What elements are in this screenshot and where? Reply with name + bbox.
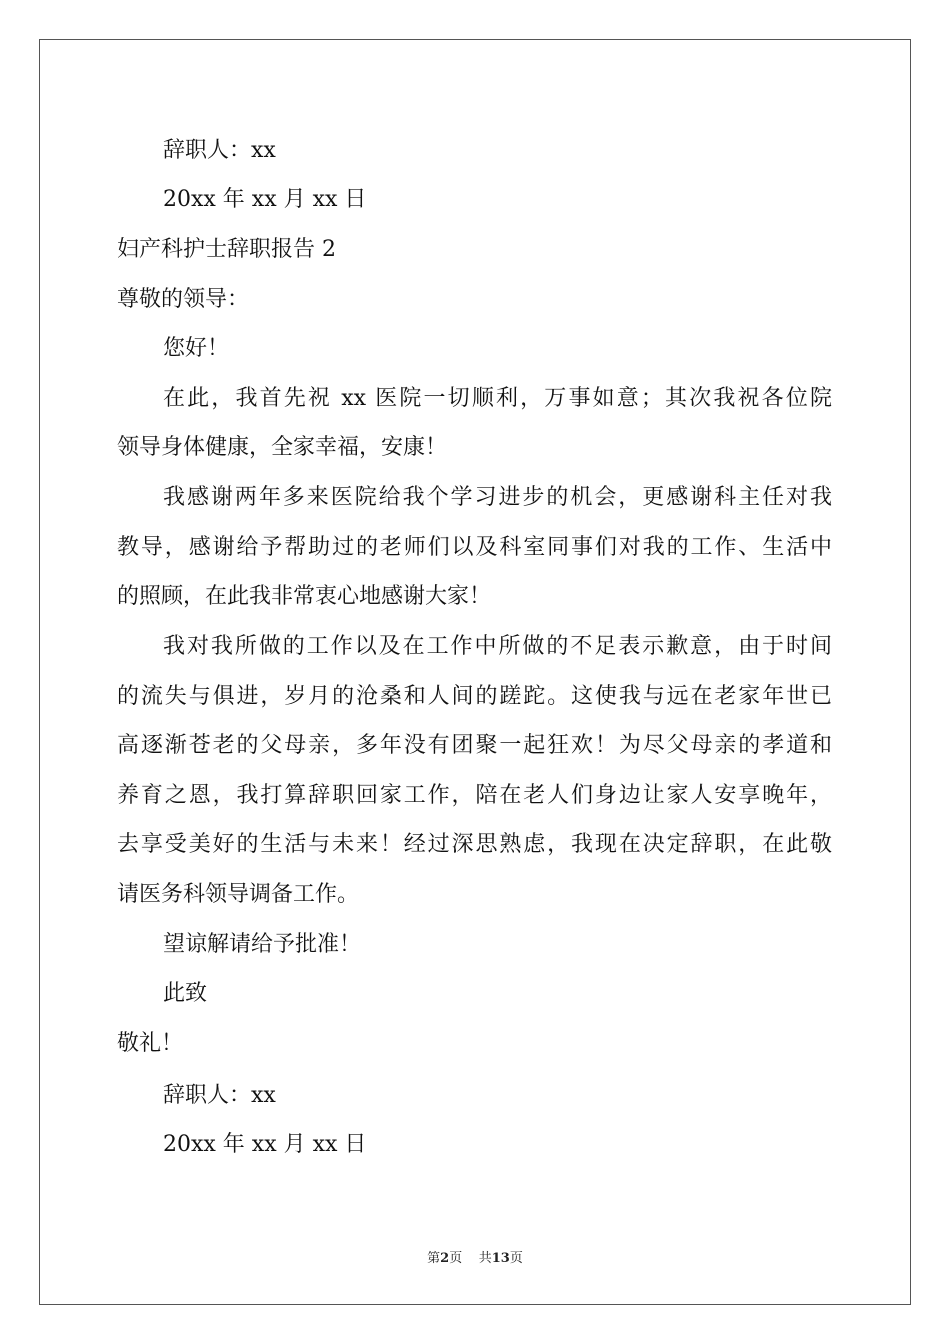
resigner-line: 辞职人：xx xyxy=(163,138,276,163)
paragraph-line: 教导，感谢给予帮助过的老师们以及科室同事们对我的工作、生活中 xyxy=(117,535,832,560)
paragraph-line: 的流失与俱进，岁月的沧桑和人间的蹉跎。这使我与远在老家年世已 xyxy=(117,684,832,709)
paragraph-line: 请医务科领导调备工作。 xyxy=(117,882,360,907)
page-suffix: 页 xyxy=(449,1251,463,1266)
date-line: 20xx 年 xx 月 xx 日 xyxy=(163,187,367,212)
paragraph-line: 去享受美好的生活与未来！经过深思熟虑，我现在决定辞职，在此敬 xyxy=(117,832,832,857)
page-border xyxy=(39,39,911,1305)
page-number: 2 xyxy=(440,1251,450,1266)
closing-line: 敬礼！ xyxy=(117,1031,184,1056)
page-prefix: 第 xyxy=(427,1251,441,1266)
report-title: 妇产科护士辞职报告 2 xyxy=(117,237,336,262)
paragraph-line: 的照顾，在此我非常衷心地感谢大家！ xyxy=(117,584,492,609)
paragraph-line: 我感谢两年多来医院给我个学习进步的机会，更感谢科主任对我 xyxy=(163,485,832,510)
paragraph-line: 在此，我首先祝 xx 医院一切顺利，万事如意；其次我祝各位院 xyxy=(163,386,832,411)
date-line: 20xx 年 xx 月 xx 日 xyxy=(163,1132,367,1157)
paragraph-line: 领导身体健康，全家幸福，安康！ xyxy=(117,435,448,460)
total-prefix: 共 xyxy=(478,1251,492,1266)
greeting: 您好！ xyxy=(163,336,230,361)
page-footer xyxy=(0,1247,950,1266)
total-suffix: 页 xyxy=(509,1251,523,1266)
closing-line: 此致 xyxy=(163,981,208,1006)
paragraph-line: 高逐渐苍老的父母亲，多年没有团聚一起狂欢！为尽父母亲的孝道和 xyxy=(117,733,832,758)
paragraph-line: 我对我所做的工作以及在工作中所做的不足表示歉意，由于时间 xyxy=(163,634,832,659)
resigner-line: 辞职人：xx xyxy=(163,1083,276,1108)
salutation: 尊敬的领导： xyxy=(117,287,250,312)
paragraph-line: 养育之恩，我打算辞职回家工作，陪在老人们身边让家人安享晚年， xyxy=(117,783,832,808)
total-pages: 13 xyxy=(491,1251,510,1266)
request-line: 望谅解请给予批准！ xyxy=(163,932,362,957)
